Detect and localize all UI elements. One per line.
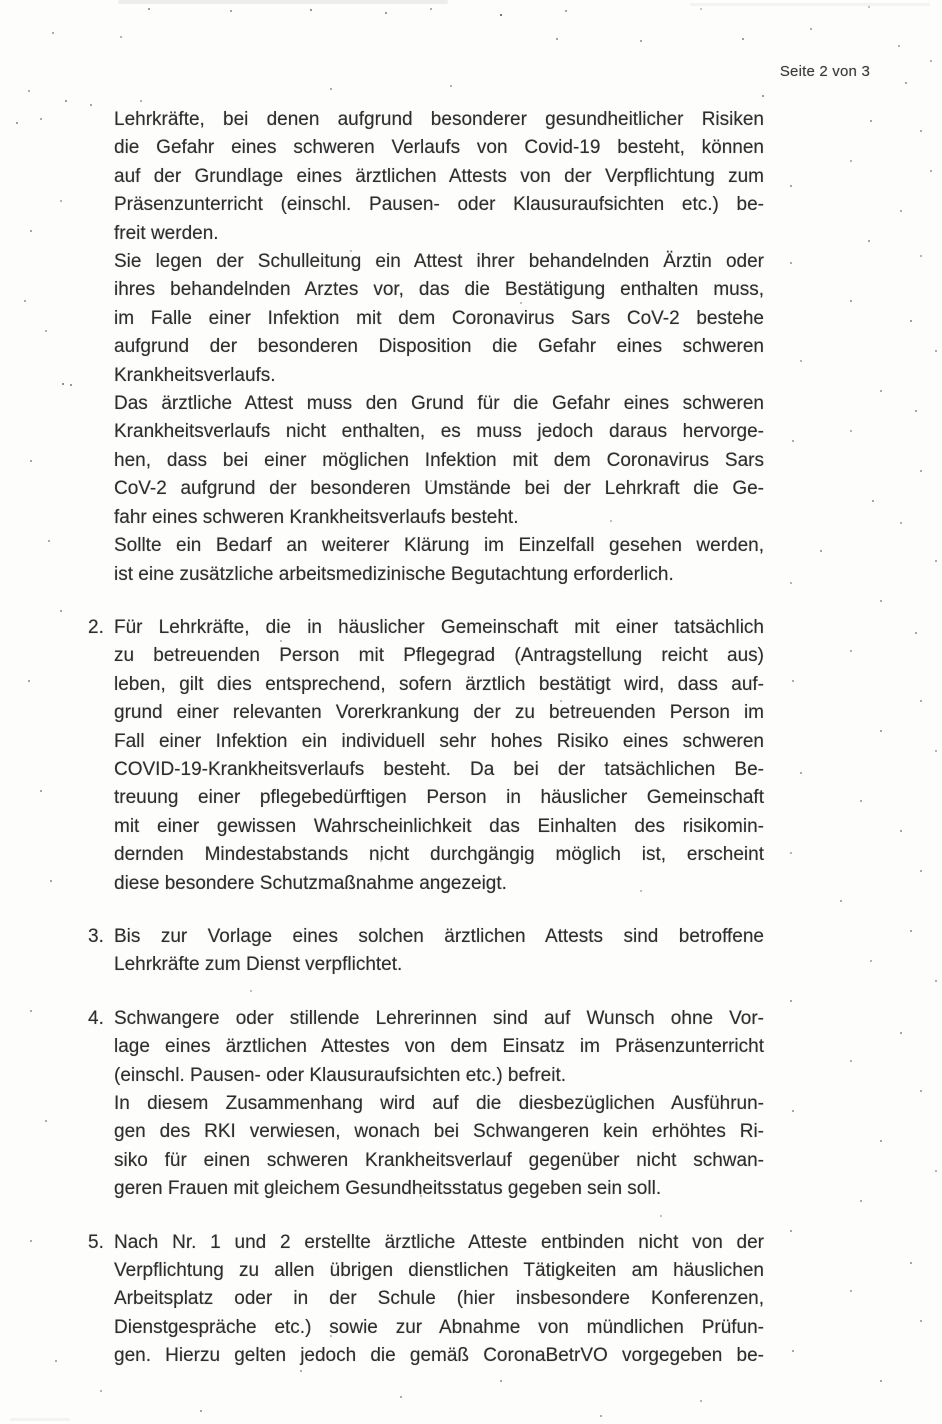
text-line: Krankheitsverlaufs nicht enthalten, es muss jedoch daraus hervorge- [114,421,764,443]
text-line: grund einer relevanten Vorerkrankung der zu betreuenden Person im [114,702,764,724]
text-line: diese besondere Schutzmaßnahme angezeigt. [114,872,507,894]
text-line: Das ärztliche Attest muss den Grund für die Gefahr eines schweren [114,393,764,415]
list-item-number: 2. [88,616,104,638]
text-line: Fall einer Infektion ein individuell sehr hohes Risiko eines schweren [114,730,764,752]
list-item-number: 3. [88,925,104,947]
scan-streak [118,0,448,4]
scan-streak [690,3,930,6]
text-line: COVID-19-Krankheitsverlaufs besteht. Da bei der tatsächlichen Be- [114,758,764,780]
text-line: auf der Grundlage eines ärztlichen Attests von der Verpflichtung zum [114,165,764,187]
text-line: freit werden. [114,222,219,244]
text-line: leben, gilt dies entsprechend, sofern ärztlich bestätigt wird, dass auf- [114,673,764,695]
text-line: treuung einer pflegebedürftigen Person in häuslicher Gemeinschaft [114,787,764,809]
numbered-list-item [88,1005,764,1204]
text-line: gen des RKI verwiesen, wonach bei Schwangeren kein erhöhtes Ri- [114,1121,764,1143]
text-line: siko für einen schweren Krankheitsverlauf gegenüber nicht schwan- [114,1149,764,1171]
scan-streak [10,1418,70,1421]
text-line: Sie legen der Schulleitung ein Attest ihrer behandelnden Ärztin oder [114,251,764,273]
text-line: Präsenzunterricht (einschl. Pausen- oder Klausuraufsichten etc.) be- [114,194,764,216]
text-line: dernden Mindestabstands nicht durchgängig möglich ist, erscheint [114,844,764,866]
text-line: ihres behandelnden Arztes vor, das die Bestätigung enthalten muss, [114,279,764,301]
page-number-indicator: Seite 2 von 3 [779,63,870,80]
document-body [88,106,764,1371]
numbered-list-item [88,614,764,898]
numbered-list-item [88,1229,764,1371]
text-line: Lehrkräfte zum Dienst verpflichtet. [114,954,403,976]
paragraph-block [88,106,764,589]
text-line: Sollte ein Bedarf an weiterer Klärung im Einzelfall gesehen werden, [114,535,764,557]
text-line: aufgrund der besonderen Disposition die Gefahr eines schweren [114,336,764,358]
text-line: fahr eines schweren Krankheitsverlaufs besteht. [114,506,519,528]
text-line: Verpflichtung zu allen übrigen dienstlichen Tätigkeiten am häuslichen [114,1260,764,1282]
numbered-list-item [88,923,764,980]
text-line: zu betreuenden Person mit Pflegegrad (Antragstellung reicht aus) [114,645,764,667]
list-item-number: 4. [88,1007,104,1029]
text-line: Für Lehrkräfte, die in häuslicher Gemeinschaft mit einer tatsächlich [114,616,764,638]
text-line: geren Frauen mit gleichem Gesundheitsstatus gegeben sein soll. [114,1178,662,1200]
list-item-number: 5. [88,1231,104,1253]
text-line: gen. Hierzu gelten jedoch die gemäß CoronaBetrVO vorgegeben be- [114,1345,764,1367]
text-line: (einschl. Pausen- oder Klausuraufsichten etc.) befreit. [114,1064,567,1086]
text-line: Arbeitsplatz oder in der Schule (hier insbesondere Konferenzen, [114,1288,764,1310]
text-line: lage eines ärztlichen Attestes von dem Einsatz im Präsenzunterricht [114,1036,764,1058]
text-line: Dienstgespräche etc.) sowie zur Abnahme von mündlichen Prüfun- [114,1316,764,1338]
text-line: mit einer gewissen Wahrscheinlichkeit das Einhalten des risikomin- [114,815,764,837]
text-line: hen, dass bei einer möglichen Infektion mit dem Coronavirus Sars [114,449,764,471]
text-line: im Falle einer Infektion mit dem Coronavirus Sars CoV-2 bestehe [114,307,764,329]
text-line: Nach Nr. 1 und 2 erstellte ärztliche Atteste entbinden nicht von der [114,1231,764,1253]
text-line: Bis zur Vorlage eines solchen ärztlichen Attests sind betroffene [114,925,764,947]
text-line: die Gefahr eines schweren Verlaufs von Covid-19 besteht, können [114,137,764,159]
text-line: Schwangere oder stillende Lehrerinnen sind auf Wunsch ohne Vor- [114,1007,764,1029]
text-line: In diesem Zusammenhang wird auf die diesbezüglichen Ausführun- [114,1093,764,1114]
text-line: Krankheitsverlaufs. [114,364,276,386]
text-line: CoV-2 aufgrund der besonderen Umstände bei der Lehrkraft die Ge- [114,478,764,500]
scan-noise-speckles [0,0,2,2]
text-line: Lehrkräfte, bei denen aufgrund besonderer gesundheitlicher Risiken [114,109,764,130]
text-line: ist eine zusätzliche arbeitsmedizinische Begutachtung erforderlich. [114,563,674,585]
